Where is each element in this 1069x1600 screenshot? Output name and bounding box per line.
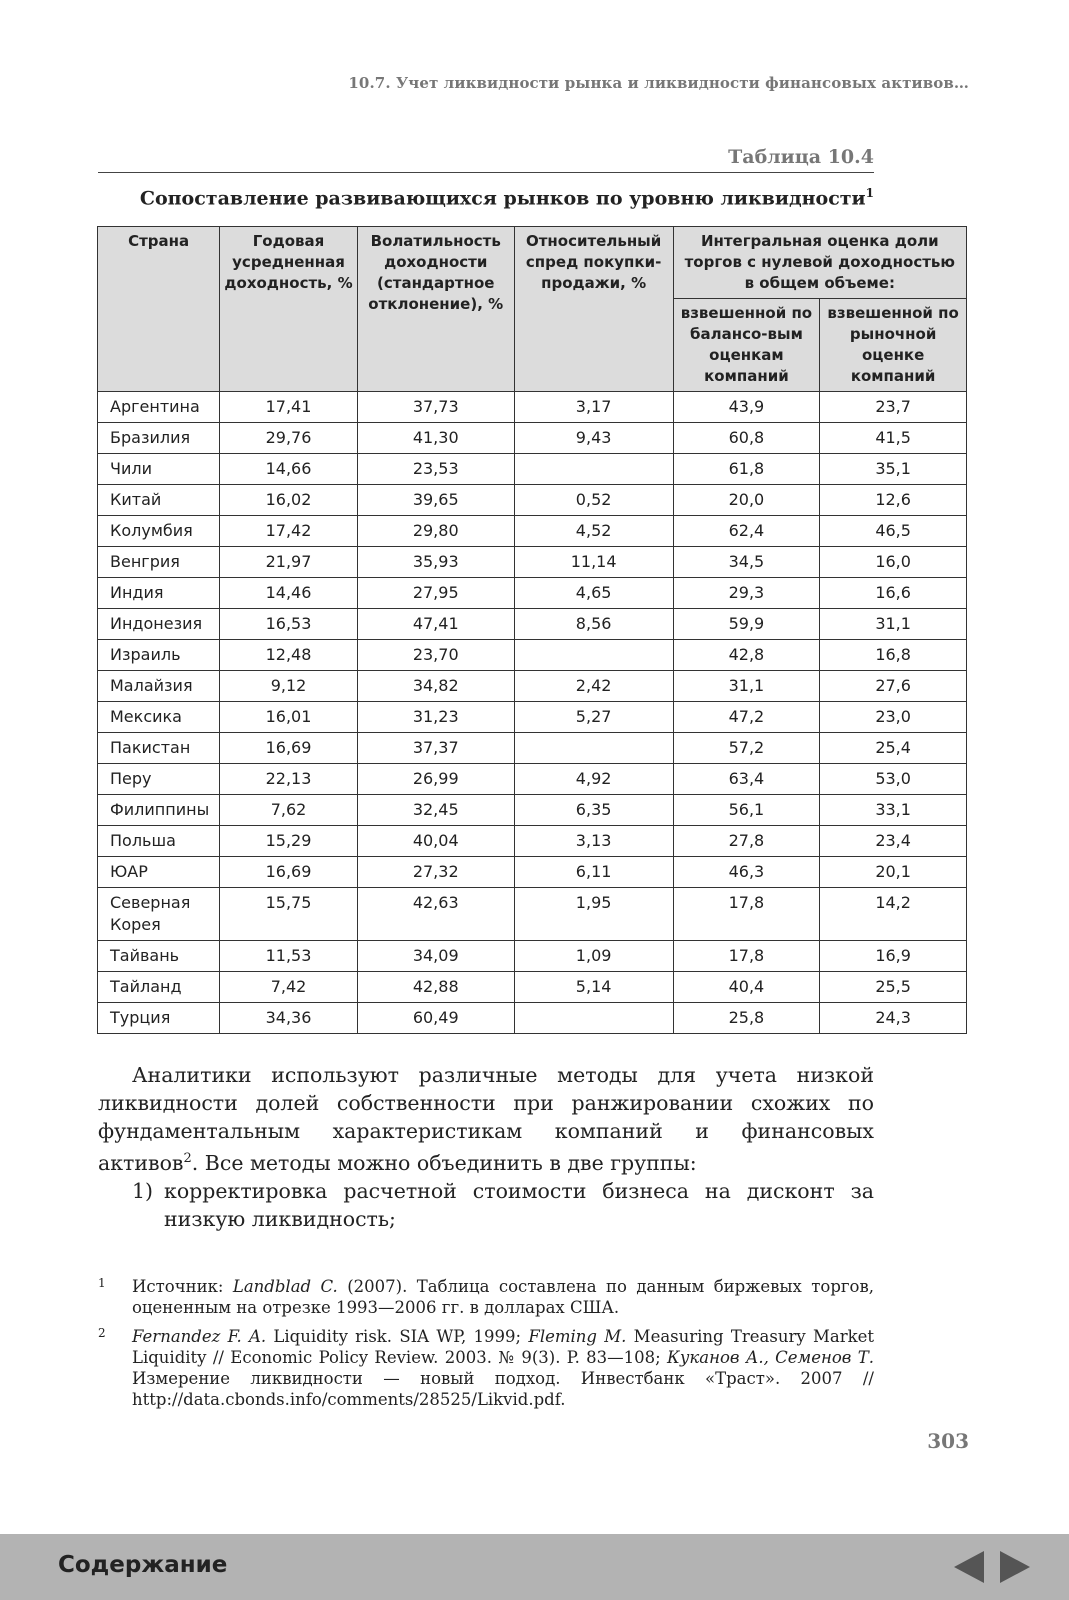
paragraph-tail: . Все методы можно объединить в две группы: bbox=[191, 1150, 697, 1175]
cell-volatility: 27,32 bbox=[357, 857, 514, 888]
cell-weighted-market: 23,0 bbox=[820, 702, 967, 733]
cell-weighted-market: 53,0 bbox=[820, 764, 967, 795]
cell-spread: 1,09 bbox=[514, 941, 673, 972]
table-row bbox=[98, 392, 967, 423]
cell-annual-return: 9,12 bbox=[220, 671, 358, 702]
footnote-author: Куканов А., Семенов Т. bbox=[667, 1348, 874, 1367]
cell-spread: 2,42 bbox=[514, 671, 673, 702]
footnote-author: Fernandez F. A. bbox=[132, 1327, 267, 1346]
cell-spread: 4,65 bbox=[514, 578, 673, 609]
cell-annual-return: 16,53 bbox=[220, 609, 358, 640]
table-row bbox=[98, 640, 967, 671]
cell-country: Малайзия bbox=[98, 671, 220, 702]
cell-country: ЮАР bbox=[98, 857, 220, 888]
cell-country: Индонезия bbox=[98, 609, 220, 640]
cell-weighted-balance: 56,1 bbox=[673, 795, 820, 826]
header-volatility: Волатильность доходности (стандартное отклонение), % bbox=[357, 227, 514, 392]
cell-weighted-market: 23,4 bbox=[820, 826, 967, 857]
running-header: 10.7. Учет ликвидности рынка и ликвидности финансовых активов… bbox=[348, 74, 969, 92]
footnote-pre: Источник: bbox=[132, 1277, 233, 1296]
cell-annual-return: 16,01 bbox=[220, 702, 358, 733]
cell-volatility: 35,93 bbox=[357, 547, 514, 578]
cell-weighted-balance: 60,8 bbox=[673, 423, 820, 454]
cell-country: Чили bbox=[98, 454, 220, 485]
cell-weighted-balance: 20,0 bbox=[673, 485, 820, 516]
contents-link[interactable]: Содержание bbox=[58, 1552, 228, 1578]
cell-weighted-market: 33,1 bbox=[820, 795, 967, 826]
cell-annual-return: 21,97 bbox=[220, 547, 358, 578]
cell-country: Индия bbox=[98, 578, 220, 609]
footnote-ref-1[interactable]: 1 bbox=[865, 186, 874, 200]
footnote-text bbox=[132, 1326, 874, 1410]
cell-weighted-market: 41,5 bbox=[820, 423, 967, 454]
table-row bbox=[98, 941, 967, 972]
cell-annual-return: 22,13 bbox=[220, 764, 358, 795]
cell-weighted-balance: 62,4 bbox=[673, 516, 820, 547]
cell-country: Турция bbox=[98, 1003, 220, 1034]
cell-weighted-market: 20,1 bbox=[820, 857, 967, 888]
cell-volatility: 39,65 bbox=[357, 485, 514, 516]
cell-volatility: 23,70 bbox=[357, 640, 514, 671]
cell-volatility: 32,45 bbox=[357, 795, 514, 826]
table-row bbox=[98, 547, 967, 578]
cell-weighted-balance: 17,8 bbox=[673, 941, 820, 972]
cell-weighted-market: 16,8 bbox=[820, 640, 967, 671]
cell-annual-return: 15,75 bbox=[220, 888, 358, 941]
cell-weighted-balance: 17,8 bbox=[673, 888, 820, 941]
cell-spread: 3,17 bbox=[514, 392, 673, 423]
cell-volatility: 40,04 bbox=[357, 826, 514, 857]
list-text: корректировка расчетной стоимости бизнеса на дисконт за низкую ликвидность; bbox=[164, 1178, 874, 1231]
footnote-rest: (2007). Таблица составлена по данным биржевых торгов, оцененным на отрезке 1993—2006 гг. в долларах США. bbox=[132, 1277, 874, 1317]
paragraph-main: Аналитики используют различные методы для учета низкой ликвидности долей собственности при ранжировании схожих по фундаментальным характеристикам компаний и финансовых активов bbox=[98, 1063, 874, 1175]
header-spread: Относительный спред покупки-продажи, % bbox=[514, 227, 673, 392]
cell-country: Тайланд bbox=[98, 972, 220, 1003]
cell-volatility: 42,88 bbox=[357, 972, 514, 1003]
header-annual-return: Годовая усредненная доходность, % bbox=[220, 227, 358, 392]
table-header-row bbox=[98, 227, 967, 299]
table-row bbox=[98, 423, 967, 454]
cell-annual-return: 14,66 bbox=[220, 454, 358, 485]
cell-weighted-market: 14,2 bbox=[820, 888, 967, 941]
cell-annual-return: 15,29 bbox=[220, 826, 358, 857]
cell-spread: 8,56 bbox=[514, 609, 673, 640]
cell-weighted-balance: 34,5 bbox=[673, 547, 820, 578]
triangle-right-icon[interactable] bbox=[1000, 1551, 1030, 1583]
table-caption-text: Сопоставление развивающихся рынков по уровню ликвидности bbox=[139, 187, 866, 210]
footnote-author: Landblad C. bbox=[232, 1277, 338, 1296]
table-row bbox=[98, 454, 967, 485]
cell-weighted-balance: 27,8 bbox=[673, 826, 820, 857]
table-row bbox=[98, 795, 967, 826]
footnote-part: Liquidity risk. SIA WP, 1999; bbox=[266, 1327, 529, 1346]
cell-country: Пакистан bbox=[98, 733, 220, 764]
cell-volatility: 34,09 bbox=[357, 941, 514, 972]
cell-annual-return: 7,62 bbox=[220, 795, 358, 826]
table-number: Таблица 10.4 bbox=[98, 146, 874, 173]
cell-spread: 0,52 bbox=[514, 485, 673, 516]
cell-annual-return: 16,02 bbox=[220, 485, 358, 516]
cell-spread: 5,14 bbox=[514, 972, 673, 1003]
cell-weighted-balance: 25,8 bbox=[673, 1003, 820, 1034]
cell-spread: 6,35 bbox=[514, 795, 673, 826]
cell-weighted-market: 25,4 bbox=[820, 733, 967, 764]
cell-spread bbox=[514, 1003, 673, 1034]
cell-volatility: 60,49 bbox=[357, 1003, 514, 1034]
cell-country: Польша bbox=[98, 826, 220, 857]
table-row bbox=[98, 516, 967, 547]
cell-weighted-balance: 47,2 bbox=[673, 702, 820, 733]
footnote-author: Fleming M. bbox=[528, 1327, 627, 1346]
cell-annual-return: 14,46 bbox=[220, 578, 358, 609]
cell-weighted-market: 31,1 bbox=[820, 609, 967, 640]
cell-volatility: 26,99 bbox=[357, 764, 514, 795]
cell-annual-return: 17,42 bbox=[220, 516, 358, 547]
cell-spread: 4,52 bbox=[514, 516, 673, 547]
cell-spread: 4,92 bbox=[514, 764, 673, 795]
body-paragraph bbox=[98, 1061, 874, 1177]
cell-country: Китай bbox=[98, 485, 220, 516]
cell-volatility: 41,30 bbox=[357, 423, 514, 454]
cell-spread: 9,43 bbox=[514, 423, 673, 454]
cell-volatility: 34,82 bbox=[357, 671, 514, 702]
footnote-ref-2[interactable]: 2 bbox=[183, 1151, 192, 1166]
cell-weighted-balance: 46,3 bbox=[673, 857, 820, 888]
cell-volatility: 37,37 bbox=[357, 733, 514, 764]
footnote-1 bbox=[98, 1276, 874, 1318]
cell-country: Бразилия bbox=[98, 423, 220, 454]
cell-volatility: 47,41 bbox=[357, 609, 514, 640]
cell-country: Перу bbox=[98, 764, 220, 795]
footnote-number: 1 bbox=[98, 1276, 106, 1290]
table-row bbox=[98, 764, 967, 795]
table-row bbox=[98, 1003, 967, 1034]
triangle-left-icon[interactable] bbox=[954, 1551, 984, 1583]
cell-country: Филиппины bbox=[98, 795, 220, 826]
footnote-part-link: Измерение ликвидности — новый подход. Инвестбанк «Траст». 2007 // http://data.cbonds.info/comments/28525/Likvid.pdf. bbox=[132, 1369, 874, 1409]
cell-spread bbox=[514, 733, 673, 764]
cell-annual-return: 11,53 bbox=[220, 941, 358, 972]
cell-weighted-balance: 57,2 bbox=[673, 733, 820, 764]
cell-annual-return: 7,42 bbox=[220, 972, 358, 1003]
liquidity-table bbox=[97, 226, 967, 1034]
cell-spread: 6,11 bbox=[514, 857, 673, 888]
cell-country: Израиль bbox=[98, 640, 220, 671]
cell-weighted-balance: 29,3 bbox=[673, 578, 820, 609]
cell-weighted-market: 12,6 bbox=[820, 485, 967, 516]
cell-weighted-balance: 43,9 bbox=[673, 392, 820, 423]
cell-weighted-market: 35,1 bbox=[820, 454, 967, 485]
cell-spread: 3,13 bbox=[514, 826, 673, 857]
cell-annual-return: 16,69 bbox=[220, 733, 358, 764]
footnotes bbox=[98, 1276, 874, 1418]
cell-weighted-market: 16,6 bbox=[820, 578, 967, 609]
table-row bbox=[98, 485, 967, 516]
table-row bbox=[98, 578, 967, 609]
header-integral: Интегральная оценка доли торгов с нулевой доходностью в общем объеме: bbox=[673, 227, 966, 299]
cell-spread bbox=[514, 454, 673, 485]
header-weighted-market: взвешенной по рыночной оценке компаний bbox=[820, 299, 967, 392]
cell-annual-return: 12,48 bbox=[220, 640, 358, 671]
table-caption bbox=[98, 186, 874, 209]
cell-spread: 5,27 bbox=[514, 702, 673, 733]
cell-weighted-market: 25,5 bbox=[820, 972, 967, 1003]
page-number: 303 bbox=[927, 1429, 969, 1453]
cell-country: Мексика bbox=[98, 702, 220, 733]
cell-country: Тайвань bbox=[98, 941, 220, 972]
cell-spread bbox=[514, 640, 673, 671]
table-body bbox=[98, 392, 967, 1034]
cell-weighted-balance: 59,9 bbox=[673, 609, 820, 640]
list-item bbox=[98, 1177, 874, 1233]
table-row bbox=[98, 671, 967, 702]
cell-country: Венгрия bbox=[98, 547, 220, 578]
cell-country: Северная Корея bbox=[98, 888, 220, 941]
table-row bbox=[98, 733, 967, 764]
header-weighted-balance: взвешенной по балансо-вым оценкам компаний bbox=[673, 299, 820, 392]
cell-weighted-balance: 31,1 bbox=[673, 671, 820, 702]
cell-spread: 11,14 bbox=[514, 547, 673, 578]
cell-weighted-market: 24,3 bbox=[820, 1003, 967, 1034]
table-row bbox=[98, 826, 967, 857]
cell-volatility: 31,23 bbox=[357, 702, 514, 733]
cell-spread: 1,95 bbox=[514, 888, 673, 941]
table-row bbox=[98, 972, 967, 1003]
table-row bbox=[98, 702, 967, 733]
cell-annual-return: 16,69 bbox=[220, 857, 358, 888]
cell-weighted-market: 27,6 bbox=[820, 671, 967, 702]
body-text bbox=[98, 1061, 874, 1233]
cell-country: Колумбия bbox=[98, 516, 220, 547]
cell-weighted-balance: 61,8 bbox=[673, 454, 820, 485]
footnote-2 bbox=[98, 1326, 874, 1410]
cell-weighted-balance: 63,4 bbox=[673, 764, 820, 795]
cell-weighted-market: 23,7 bbox=[820, 392, 967, 423]
cell-volatility: 23,53 bbox=[357, 454, 514, 485]
cell-country: Аргентина bbox=[98, 392, 220, 423]
cell-volatility: 27,95 bbox=[357, 578, 514, 609]
cell-volatility: 29,80 bbox=[357, 516, 514, 547]
cell-annual-return: 17,41 bbox=[220, 392, 358, 423]
cell-annual-return: 29,76 bbox=[220, 423, 358, 454]
footnote-text bbox=[132, 1276, 874, 1318]
table-row bbox=[98, 888, 967, 941]
cell-volatility: 37,73 bbox=[357, 392, 514, 423]
cell-weighted-market: 46,5 bbox=[820, 516, 967, 547]
footnote-number: 2 bbox=[98, 1326, 106, 1340]
cell-annual-return: 34,36 bbox=[220, 1003, 358, 1034]
cell-volatility: 42,63 bbox=[357, 888, 514, 941]
table-row bbox=[98, 609, 967, 640]
cell-weighted-balance: 42,8 bbox=[673, 640, 820, 671]
cell-weighted-market: 16,0 bbox=[820, 547, 967, 578]
cell-weighted-market: 16,9 bbox=[820, 941, 967, 972]
footnote-part: Measuring Treasury Market Liquidity // Economic Policy Review. 2003. № 9(3). P. 83—108; bbox=[132, 1327, 874, 1367]
cell-weighted-balance: 40,4 bbox=[673, 972, 820, 1003]
header-country: Страна bbox=[98, 227, 220, 392]
list-number: 1) bbox=[132, 1178, 154, 1203]
table-row bbox=[98, 857, 967, 888]
footer-bar bbox=[0, 1534, 1069, 1600]
